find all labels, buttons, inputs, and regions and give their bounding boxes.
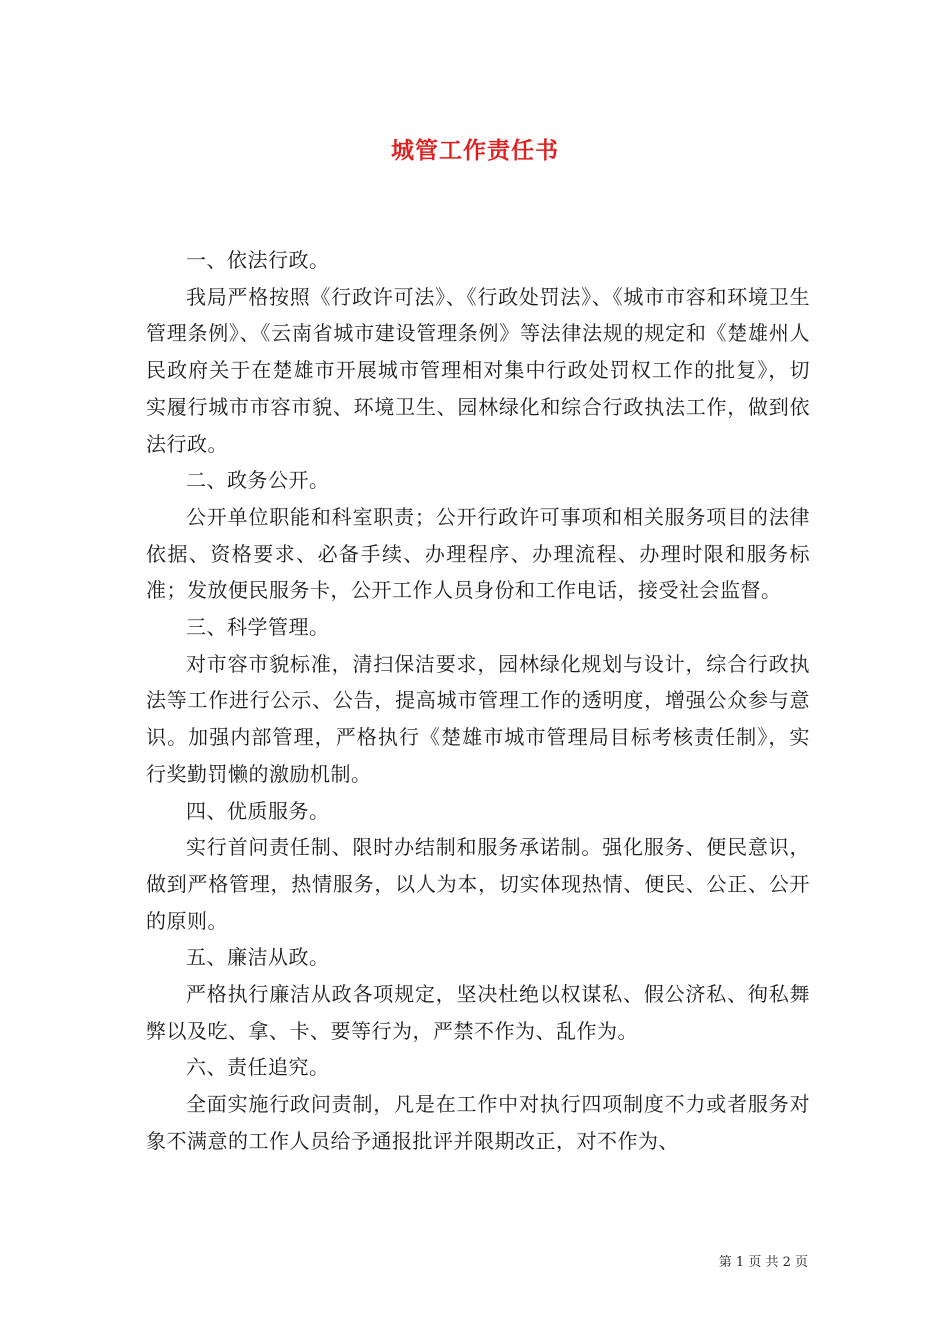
section-heading: 三、科学管理。 (186, 615, 330, 640)
section-heading: 一、依法行政。 (186, 248, 330, 272)
document-body (146, 242, 810, 1160)
page-number: 第 1 页 共 2 页 (718, 1255, 808, 1270)
section-paragraph: 严格执行廉洁从政各项规定，坚决杜绝以权谋私、假公济私、徇私舞弊以及吃、拿、卡、要等行为，严禁不作为、乱作为。 (146, 982, 810, 1043)
section-paragraph: 公开单位职能和科室职责；公开行政许可事项和相关服务项目的法律依据、资格要求、必备手续、办理程序、办理流程、办理时限和服务标准；发放便民服务卡，公开工作人员身份和工作电话，接受社会监督。 (146, 504, 810, 603)
section-heading: 六、责任追究。 (186, 1055, 330, 1080)
section-heading: 四、优质服务。 (186, 798, 330, 823)
section-heading: 五、廉洁从政。 (186, 945, 330, 970)
document-title: 城管工作责任书 (391, 137, 559, 164)
section-paragraph: 对市容市貌标准，清扫保洁要求，园林绿化规划与设计，综合行政执法等工作进行公示、公告，提高城市管理工作的透明度，增强公众参与意识。加强内部管理，严格执行《楚雄市城市管理局目标考核责任制》，实行奖勤罚懒的激励机制。 (146, 651, 810, 786)
section-paragraph: 全面实施行政问责制，凡是在工作中对执行四项制度不力或者服务对象不满意的工作人员给予通报批评并限期改正，对不作为、 (146, 1092, 810, 1153)
section-heading: 二、政务公开。 (186, 468, 330, 493)
section-paragraph: 我局严格按照《行政许可法》、《行政处罚法》、《城市市容和环境卫生管理条例》、《云南省城市建设管理条例》等法律法规的规定和《楚雄州人民政府关于在楚雄市开展城市管理相对集中行政处罚权工作的批复》，切实履行城市市容市貌、环境卫生、园林绿化和综合行政执法工作，做到依法行政。 (146, 284, 810, 456)
section-paragraph: 实行首问责任制、限时办结制和服务承诺制。强化服务、便民意识，做到严格管理，热情服务，以人为本，切实体现热情、便民、公正、公开的原则。 (146, 835, 810, 933)
